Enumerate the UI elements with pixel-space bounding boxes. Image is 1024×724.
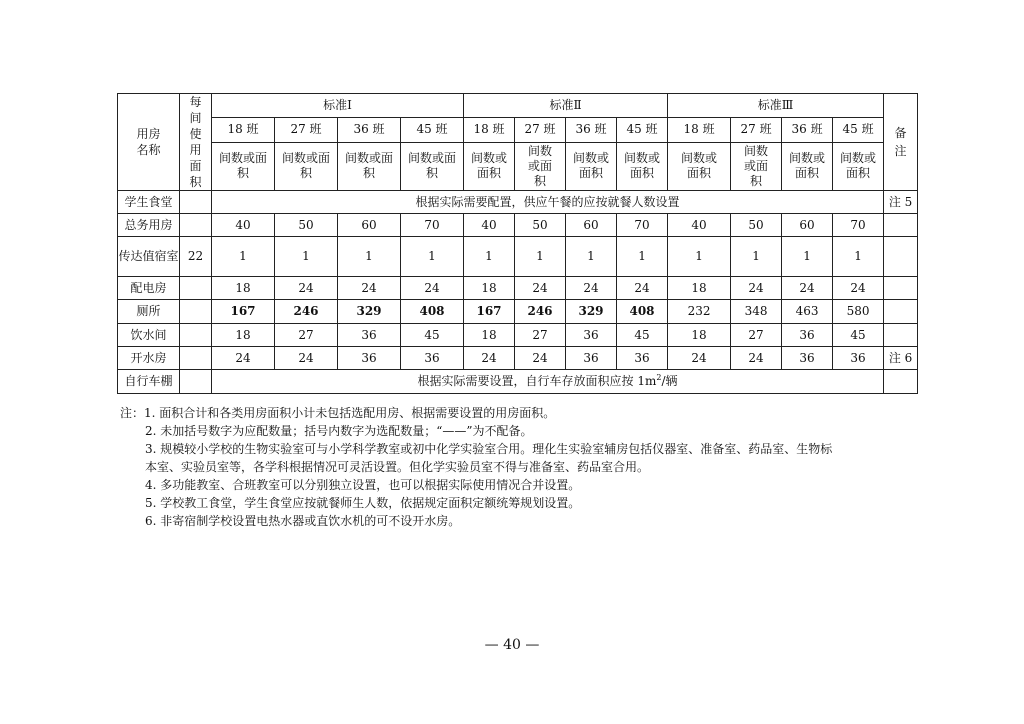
- remark-cell: 注 5: [884, 191, 918, 214]
- area-cell: [180, 300, 212, 324]
- value-cell: 27: [731, 324, 782, 347]
- header-count-area: 间数或面积: [212, 142, 275, 191]
- header-count-area: 间数或面积: [833, 142, 884, 191]
- value-cell: 45: [401, 324, 464, 347]
- value-cell: 24: [731, 277, 782, 300]
- value-cell: 40: [464, 214, 515, 237]
- value-cell: 18: [212, 277, 275, 300]
- header-standard-3: 标准Ⅲ: [668, 94, 884, 118]
- area-cell: [180, 214, 212, 237]
- area-cell: [180, 191, 212, 214]
- header-standard-1: 标准Ⅰ: [212, 94, 464, 118]
- value-cell: 70: [401, 214, 464, 237]
- value-cell: 24: [731, 347, 782, 370]
- value-cell: 50: [275, 214, 338, 237]
- value-cell: 408: [617, 300, 668, 324]
- header-count-area: 间数或面积: [515, 142, 566, 191]
- header-count-area: 间数或面积: [464, 142, 515, 191]
- note-3: 3. 规模较小学校的生物实验室可与小学科学教室或初中化学实验室合用。理化生实验室辅房包括仪器室、准备室、药品室、生物标: [145, 442, 833, 456]
- value-cell: 232: [668, 300, 731, 324]
- value-cell: 1: [401, 237, 464, 277]
- bike-superscript: 2: [656, 373, 662, 382]
- value-cell: 36: [782, 324, 833, 347]
- page-number: — 40 —: [484, 637, 540, 653]
- bike-shed-description: [212, 370, 884, 394]
- value-cell: 36: [617, 347, 668, 370]
- value-cell: 40: [212, 214, 275, 237]
- value-cell: 348: [731, 300, 782, 324]
- header-room-name: 用房名称: [118, 94, 180, 191]
- value-cell: 50: [731, 214, 782, 237]
- remark-cell: [884, 300, 918, 324]
- area-cell: [180, 277, 212, 300]
- header-class: 27 班: [731, 118, 782, 142]
- bike-text-a: 根据实际需要设置，自行车存放面积应按 1m: [417, 374, 657, 388]
- room-name: 开水房: [118, 347, 180, 370]
- value-cell: 24: [617, 277, 668, 300]
- remark-cell: [884, 214, 918, 237]
- value-cell: 18: [668, 324, 731, 347]
- value-cell: 1: [338, 237, 401, 277]
- space-standard-table: [117, 93, 918, 394]
- remark-cell: [884, 324, 918, 347]
- value-cell: 36: [566, 324, 617, 347]
- value-cell: 24: [566, 277, 617, 300]
- header-class: 36 班: [338, 118, 401, 142]
- canteen-description: 根据实际需要配置，供应午餐的应按就餐人数设置: [212, 191, 884, 214]
- value-cell: 36: [401, 347, 464, 370]
- bike-text-b: /辆: [661, 374, 678, 388]
- row-guard-room: [118, 237, 918, 277]
- value-cell: 246: [275, 300, 338, 324]
- note-3-continued: 本室、实验员室等，各学科根据情况可灵活设置。但化学实验员室不得与准备室、药品室合用。: [145, 460, 650, 474]
- value-cell: 36: [833, 347, 884, 370]
- header-class: 18 班: [668, 118, 731, 142]
- row-drinking: [118, 324, 918, 347]
- value-cell: 1: [464, 237, 515, 277]
- value-cell: 36: [782, 347, 833, 370]
- header-count-area: 间数或面积: [617, 142, 668, 191]
- header-class: 45 班: [617, 118, 668, 142]
- header-row-classes: [118, 118, 918, 142]
- value-cell: 60: [566, 214, 617, 237]
- value-cell: 1: [617, 237, 668, 277]
- row-boiler-room: [118, 347, 918, 370]
- header-count-area: 间数或面积: [668, 142, 731, 191]
- header-count-area: 间数或面积: [731, 142, 782, 191]
- room-name: 饮水间: [118, 324, 180, 347]
- row-canteen: [118, 191, 918, 214]
- value-cell: 1: [515, 237, 566, 277]
- value-cell: 36: [338, 324, 401, 347]
- value-cell: 1: [782, 237, 833, 277]
- value-cell: 24: [833, 277, 884, 300]
- value-cell: 70: [617, 214, 668, 237]
- value-cell: 24: [212, 347, 275, 370]
- value-cell: 24: [515, 347, 566, 370]
- value-cell: 70: [833, 214, 884, 237]
- value-cell: 60: [782, 214, 833, 237]
- header-class: 36 班: [782, 118, 833, 142]
- value-cell: 18: [464, 324, 515, 347]
- value-cell: 36: [566, 347, 617, 370]
- row-admin: [118, 214, 918, 237]
- room-name: 传达值宿室: [118, 237, 180, 277]
- value-cell: 27: [275, 324, 338, 347]
- value-cell: 24: [401, 277, 464, 300]
- header-remark: 备注: [884, 94, 918, 191]
- value-cell: 24: [782, 277, 833, 300]
- row-power-room: [118, 277, 918, 300]
- header-class: 45 班: [833, 118, 884, 142]
- table-notes: [120, 404, 910, 530]
- room-name: 配电房: [118, 277, 180, 300]
- header-standard-2: 标准Ⅱ: [464, 94, 668, 118]
- value-cell: 329: [338, 300, 401, 324]
- value-cell: 40: [668, 214, 731, 237]
- value-cell: 580: [833, 300, 884, 324]
- room-name: 自行车棚: [118, 370, 180, 394]
- value-cell: 24: [338, 277, 401, 300]
- value-cell: 36: [338, 347, 401, 370]
- value-cell: 463: [782, 300, 833, 324]
- value-cell: 167: [464, 300, 515, 324]
- area-cell: [180, 324, 212, 347]
- value-cell: 60: [338, 214, 401, 237]
- value-cell: 27: [515, 324, 566, 347]
- header-count-area: 间数或面积: [275, 142, 338, 191]
- value-cell: 18: [668, 277, 731, 300]
- value-cell: 329: [566, 300, 617, 324]
- value-cell: 167: [212, 300, 275, 324]
- area-cell: 22: [180, 237, 212, 277]
- row-bike-shed: [118, 370, 918, 394]
- note-6: 6. 非寄宿制学校设置电热水器或直饮水机的可不设开水房。: [145, 514, 461, 528]
- value-cell: 45: [833, 324, 884, 347]
- value-cell: 18: [212, 324, 275, 347]
- area-cell: [180, 347, 212, 370]
- value-cell: 24: [275, 277, 338, 300]
- value-cell: 1: [566, 237, 617, 277]
- header-area-per-room: 每间使用面积: [180, 94, 212, 191]
- row-toilet: [118, 300, 918, 324]
- area-cell: [180, 370, 212, 394]
- room-name: 总务用房: [118, 214, 180, 237]
- value-cell: 1: [731, 237, 782, 277]
- header-count-area: 间数或面积: [401, 142, 464, 191]
- room-name: 学生食堂: [118, 191, 180, 214]
- value-cell: 24: [515, 277, 566, 300]
- note-2: 2. 未加括号数字为应配数量；括号内数字为选配数量；“——”为不配备。: [145, 424, 533, 438]
- remark-cell: 注 6: [884, 347, 918, 370]
- value-cell: 18: [464, 277, 515, 300]
- value-cell: 24: [275, 347, 338, 370]
- header-count-area: 间数或面积: [338, 142, 401, 191]
- header-class: 18 班: [212, 118, 275, 142]
- header-count-area: 间数或面积: [782, 142, 833, 191]
- value-cell: 246: [515, 300, 566, 324]
- note-5: 5. 学校教工食堂，学生食堂应按就餐师生人数，依据规定面积定额统筹规划设置。: [145, 496, 581, 510]
- value-cell: 1: [212, 237, 275, 277]
- header-class: 45 班: [401, 118, 464, 142]
- value-cell: 1: [275, 237, 338, 277]
- value-cell: 1: [833, 237, 884, 277]
- remark-cell: [884, 277, 918, 300]
- note-1: 注：1. 面积合计和各类用房面积小计未包括选配用房、根据需要设置的用房面积。: [120, 406, 556, 420]
- value-cell: 24: [464, 347, 515, 370]
- header-row-standards: [118, 94, 918, 118]
- note-4: 4. 多功能教室、合班教室可以分别独立设置，也可以根据实际使用情况合并设置。: [145, 478, 581, 492]
- header-row-count-area: [118, 142, 918, 191]
- header-class: 27 班: [515, 118, 566, 142]
- room-name: 厕所: [118, 300, 180, 324]
- header-class: 36 班: [566, 118, 617, 142]
- value-cell: 24: [668, 347, 731, 370]
- value-cell: 1: [668, 237, 731, 277]
- remark-cell: [884, 370, 918, 394]
- value-cell: 50: [515, 214, 566, 237]
- header-class: 18 班: [464, 118, 515, 142]
- header-count-area: 间数或面积: [566, 142, 617, 191]
- value-cell: 45: [617, 324, 668, 347]
- value-cell: 408: [401, 300, 464, 324]
- header-class: 27 班: [275, 118, 338, 142]
- remark-cell: [884, 237, 918, 277]
